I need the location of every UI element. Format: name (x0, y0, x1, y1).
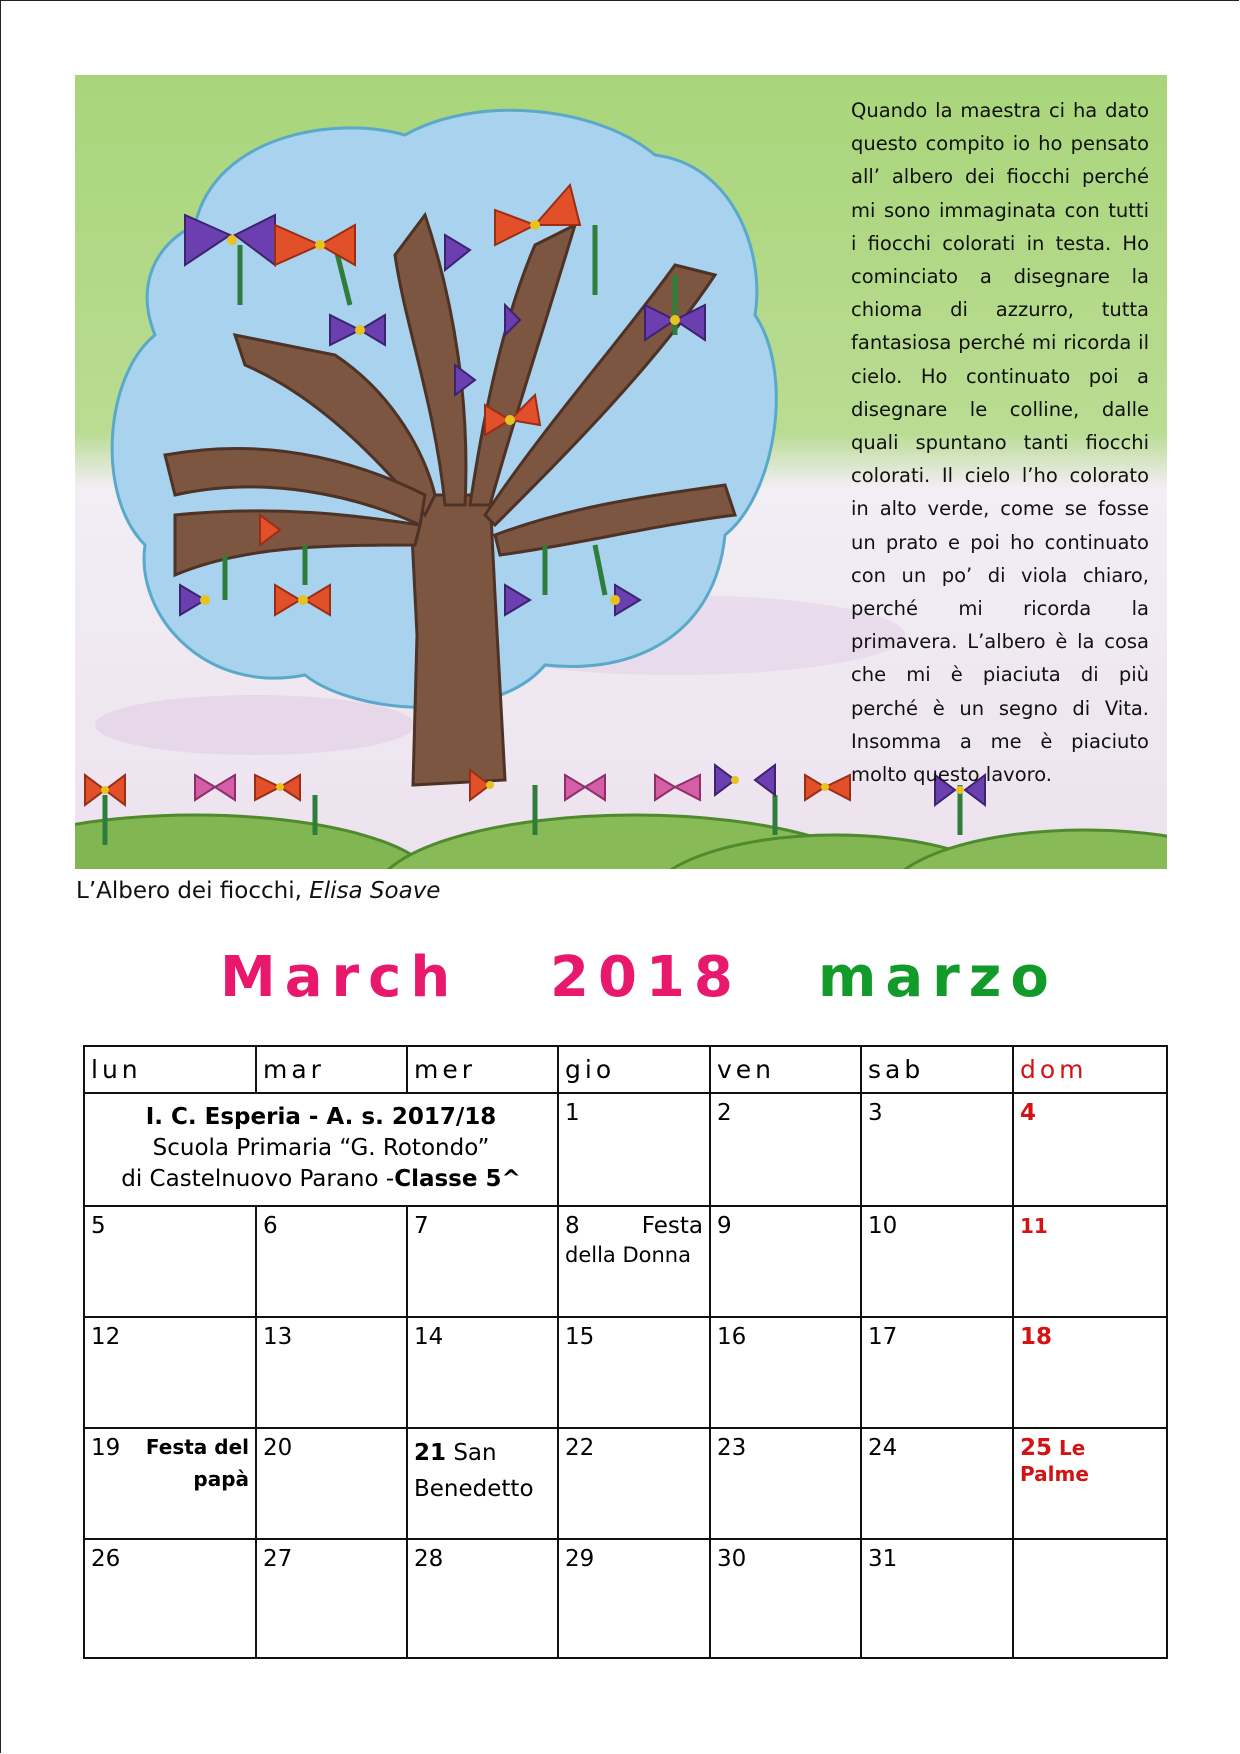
day-number: 26 (91, 1546, 121, 1572)
school-line-1: I. C. Esperia - A. s. 2017/18 (145, 1104, 497, 1130)
day-cell (84, 1539, 256, 1658)
day-number: 14 (414, 1324, 444, 1350)
month-italian: marzo (818, 945, 1058, 1010)
week-row-3 (84, 1317, 1167, 1428)
event-line (91, 1435, 249, 1461)
day-number: 17 (868, 1324, 898, 1350)
event-fathers-day-1: Festa del (145, 1435, 249, 1459)
day-cell (861, 1428, 1013, 1539)
day-cell (407, 1539, 558, 1658)
day-number: 29 (565, 1546, 595, 1572)
weekday-sun: dom (1013, 1046, 1167, 1093)
day-number: 22 (565, 1435, 595, 1461)
event-palm-sunday: Le Palme (1020, 1436, 1089, 1486)
day-number: 12 (91, 1324, 121, 1350)
weekday-tue: mar (256, 1046, 407, 1093)
day-number: 16 (717, 1324, 747, 1350)
event-women-day-1: Festa (641, 1213, 703, 1239)
school-line-3-text: di Castelnuovo Parano - (121, 1166, 395, 1192)
day-number: 30 (717, 1546, 747, 1572)
day-number: 3 (868, 1100, 883, 1126)
day-number: 1 (565, 1100, 580, 1126)
day-number: 23 (717, 1435, 747, 1461)
weekday-fri: ven (710, 1046, 861, 1093)
day-cell (256, 1317, 407, 1428)
calendar-grid (83, 1045, 1168, 1659)
day-cell (558, 1093, 710, 1206)
day-cell-sunday (1013, 1428, 1167, 1539)
caption-title: L’Albero dei fiocchi, (76, 878, 310, 904)
week-row-2 (84, 1206, 1167, 1317)
day-cell (84, 1317, 256, 1428)
week-row-4 (84, 1428, 1167, 1539)
day-cell (710, 1206, 861, 1317)
day-number: 8 (565, 1213, 580, 1239)
weekday-mon: lun (84, 1046, 256, 1093)
month-english: March (220, 945, 460, 1010)
day-cell-sunday (1013, 1317, 1167, 1428)
day-cell (558, 1539, 710, 1658)
day-cell (84, 1428, 256, 1539)
day-cell (558, 1206, 710, 1317)
day-cell (861, 1317, 1013, 1428)
day-number: 2 (717, 1100, 732, 1126)
day-cell (407, 1428, 558, 1539)
day-cell (710, 1539, 861, 1658)
day-cell (256, 1539, 407, 1658)
day-number: 15 (565, 1324, 595, 1350)
day-cell-empty (1013, 1539, 1167, 1658)
day-cell (861, 1206, 1013, 1317)
day-cell (407, 1317, 558, 1428)
day-cell (256, 1206, 407, 1317)
day-number: 28 (414, 1546, 444, 1572)
day-number: 25 (1020, 1435, 1053, 1461)
day-number: 13 (263, 1324, 293, 1350)
story-text: Quando la maestra ci ha dato questo compito io ho pensato all’ albero dei fiocchi perché mi sono immaginata con tutti i fiocchi colorati in testa. Ho cominciato a disegnare la chioma di azzurro, tutta fantasiosa perché mi ricorda il cielo. Ho continuato poi a disegnare le colline, dalle quali spuntano tanti fiocchi colorati. Il cielo l’ho colorato in alto verde, come se fosse un prato e poi ho continuato con un po’ di viola chiaro, perché mi ricorda la primavera. L’albero è la cosa che mi è piaciuta di più perché è un segno di Vita. Insomma a me è piaciuto molto questo lavoro. (851, 99, 1149, 787)
day-cell (710, 1317, 861, 1428)
week-row-1 (84, 1093, 1167, 1206)
day-number: 19 (91, 1435, 121, 1461)
day-number: 31 (868, 1546, 898, 1572)
day-cell (710, 1428, 861, 1539)
week-row-5 (84, 1539, 1167, 1658)
event-line (565, 1213, 703, 1239)
school-info-cell (84, 1093, 558, 1206)
day-number: 27 (263, 1546, 293, 1572)
weekday-thu: gio (558, 1046, 710, 1093)
weekday-sat: sab (861, 1046, 1013, 1093)
day-cell (256, 1428, 407, 1539)
day-cell (558, 1317, 710, 1428)
drawing-caption (76, 878, 440, 904)
event-women-day-2: della Donna (565, 1243, 691, 1267)
day-cell (861, 1539, 1013, 1658)
day-number: 24 (868, 1435, 898, 1461)
day-number: 10 (868, 1213, 898, 1239)
event-fathers-day-2: papà (193, 1467, 249, 1491)
weekday-header-row (84, 1046, 1167, 1093)
day-cell (84, 1206, 256, 1317)
school-class: Classe 5^ (394, 1166, 521, 1192)
day-cell-sunday (1013, 1206, 1167, 1317)
day-number: 9 (717, 1213, 732, 1239)
day-cell (710, 1093, 861, 1206)
calendar-title (0, 945, 1240, 1015)
day-number: 7 (414, 1213, 429, 1239)
day-number: 18 (1020, 1324, 1053, 1350)
event-san-benedetto: San Benedetto (414, 1440, 534, 1502)
caption-author: Elisa Soave (309, 878, 441, 904)
day-number: 4 (1020, 1100, 1037, 1126)
day-cell-sunday (1013, 1093, 1167, 1206)
day-cell (407, 1206, 558, 1317)
school-line-2: Scuola Primaria “G. Rotondo” (152, 1135, 490, 1161)
school-line-3 (91, 1164, 551, 1195)
day-number: 11 (1020, 1214, 1048, 1238)
weekday-wed: mer (407, 1046, 558, 1093)
day-number: 21 (414, 1440, 447, 1466)
day-cell (558, 1428, 710, 1539)
day-cell (861, 1093, 1013, 1206)
day-number: 6 (263, 1213, 278, 1239)
day-number: 20 (263, 1435, 293, 1461)
day-number: 5 (91, 1213, 106, 1239)
year: 2018 (550, 945, 742, 1010)
